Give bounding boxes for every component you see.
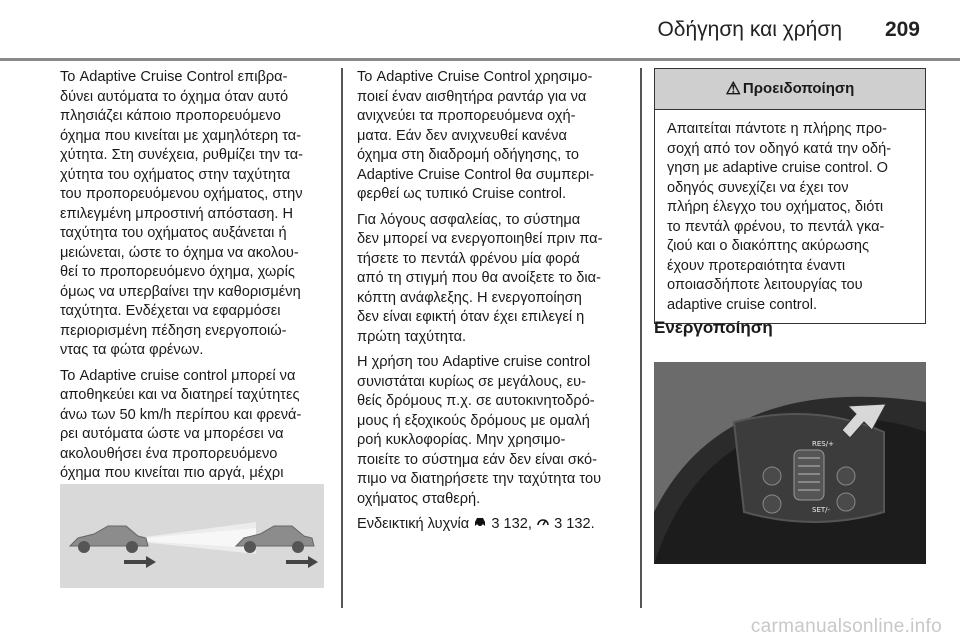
following-distance-illustration <box>60 484 324 588</box>
column-3 <box>654 68 926 324</box>
page-reference-2[interactable]: 3 132. <box>554 516 595 532</box>
cruise-control-icon <box>536 515 550 535</box>
section-heading: Ενεργοποίηση <box>654 318 773 337</box>
resume-label: RES/+ <box>812 440 834 448</box>
car-ahead-icon <box>473 515 487 535</box>
set-label: SET/- <box>812 506 831 514</box>
column-2 <box>357 68 627 541</box>
warning-header <box>655 69 925 110</box>
indicator-reference <box>357 515 627 535</box>
paragraph: Το Adaptive Cruise Control χρησιμο- ποιεί έναν αισθητήρα ραντάρ για να ανιχνεύει τα προπορευόμενα οχή- ματα. Εάν δεν ανιχνευθεί κανένα όχημα στη διαδρομή οδήγησης, το Adaptive Cruise Control θα συμπερι- φερθεί ως τυπικό Cruise control. <box>357 69 595 202</box>
page-header <box>0 0 960 60</box>
column-divider-2 <box>640 68 642 608</box>
paragraph: Το Adaptive cruise control μπορεί να αποθηκεύει και να διατηρεί ταχύτητες άνω των 50 km/h περίπου και φρενά- ρει αυτόματα ώστε να μπορέσει να ακολουθήσει ένα προπορευόμενο όχημα που κινείται πιο αργά, μέχρι <box>60 367 302 481</box>
paragraph: Το Adaptive Cruise Control επιβρα- δύνει αυτόματα το όχημα όταν αυτό πλησιάζει κάποιο προπορευόμενο όχημα που κινείται με χαμηλότερη τα- χύτητα. Στη συνέχεια, ρυθμίζει την τα- χύτητα του οχήματος στην ταχύτητα του προπορευόμενου οχήματος, στην επιλεγμένη μπροστινή απόσταση. Η ταχύτητα του οχήματος αυξάνεται ή μειώνεται, ώστε το όχημα να ακολου- θεί το προπορευόμενο όχημα, χωρίς όμως να υπερβαίνει την καθορισμένη ταχύτητα. Ενδέχεται να εφαρμόσει περιορισμένη πέδηση ενεργοποιώ- ντας τα φώτα φρένων. <box>60 69 304 358</box>
paragraph: Για λόγους ασφαλείας, το σύστημα δεν μπορεί να ενεργοποιηθεί πριν πα- τήσετε το πεντάλ φρένου μία φορά από τη στιγμή που θα ανοίξετε το δια- κόπτη ανάφλεξης. Η ενεργοποίηση δεν είναι εφικτή όταν έχει επιλεγεί η πρώτη ταχύτητα. <box>357 211 603 345</box>
page-number: 209 <box>884 18 920 41</box>
page-reference-1[interactable]: 3 132, <box>491 516 536 532</box>
warning-title: Προειδοποίηση <box>742 80 855 98</box>
chapter-title: Οδήγηση και χρήση <box>657 18 842 41</box>
warning-text: Απαιτείται πάντοτε η πλήρης προ- σοχή από τον οδηγό κατά την οδή- γηση με adaptive cruise control. Ο οδηγός συνεχίζει να έχει τον πλήρη έλεγχο του οχήματος, διότι το πεντάλ φρένου, το πεντάλ γκα- ζιού και ο διακόπτης ακύρωσης έχουν προτεραιότητα έναντι οποιασδήποτε λειτουργίας του adaptive cruise control. <box>667 121 892 313</box>
column-1 <box>60 68 328 509</box>
steering-wheel-controls-illustration <box>654 362 926 564</box>
warning-box <box>654 68 926 324</box>
indicator-prefix: Ενδεικτική λυχνία <box>357 516 474 532</box>
watermark: carmanualsonline.info <box>750 616 942 637</box>
warning-triangle-icon: ⚠ <box>725 79 741 99</box>
column-divider-1 <box>341 68 343 608</box>
header-divider <box>0 58 960 61</box>
paragraph: Η χρήση του Adaptive cruise control συνιστάται κυρίως σε μεγάλους, ευ- θείς δρόμους π.χ. σε αυτοκινητοδρό- μους ή εξοχικούς δρόμους με ομαλή ροή κυκλοφορίας. Μην χρησιμο- ποιείτε το σύστημα εάν δεν είναι σκό- πιμο να διατηρήσετε την ταχύτητα του οχήματος σταθερή. <box>357 354 602 507</box>
